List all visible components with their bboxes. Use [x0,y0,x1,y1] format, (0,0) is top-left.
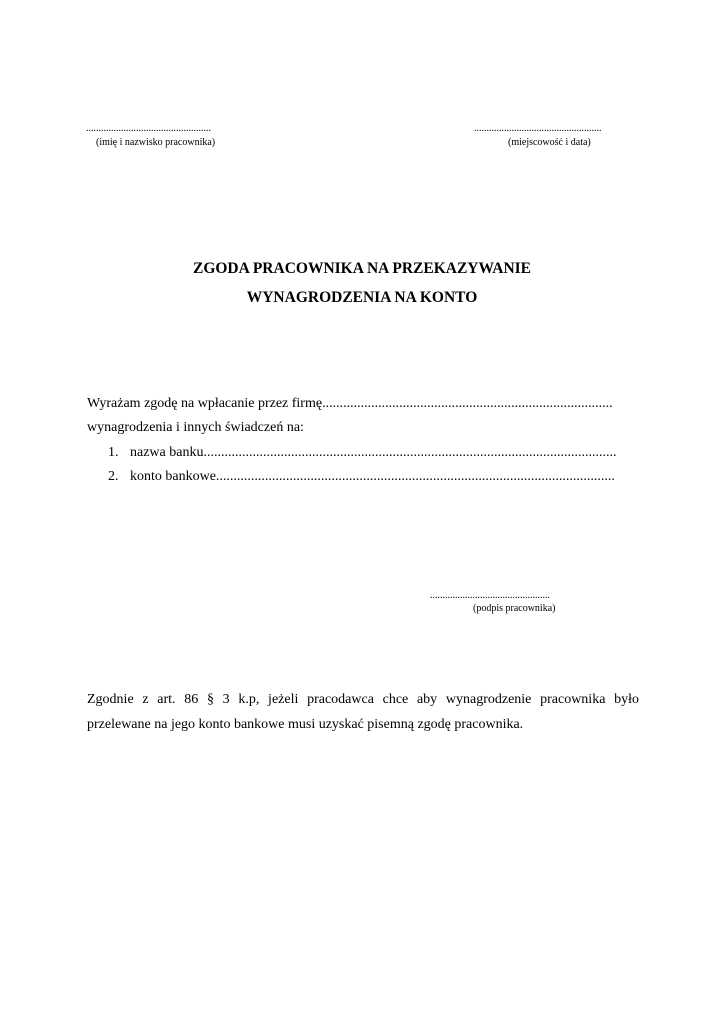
place-date-caption: (miejscowość i data) [508,137,591,148]
list-item-number-2: 2. [108,469,119,484]
consent-company-line: Wyrażam zgodę na wpłacanie przez firmę................................................................................... [87,396,613,411]
place-date-field[interactable]: ................................................... [474,123,602,134]
legal-note-line-1: Zgodnie z art. 86 § 3 k.p, jeżeli pracodawca chce aby wynagrodzenie pracownika było [87,692,639,707]
signature-caption: (podpis pracownika) [473,603,556,614]
list-item-number-1: 1. [108,445,119,460]
employee-name-field[interactable]: .................................................. [86,123,211,134]
bank-account-field[interactable]: konto bankowe.................................................................................................................. [130,469,615,484]
document-title-line-1: ZGODA PRACOWNIKA NA PRZEKAZYWANIE [192,260,532,277]
employee-name-caption: (imię i nazwisko pracownika) [96,137,216,148]
consent-benefits-line: wynagrodzenia i innych świadczeń na: [87,420,304,435]
document-title-line-2: WYNAGRODZENIA NA KONTO [246,289,478,306]
signature-field[interactable]: ................................................ [430,590,550,601]
bank-name-field[interactable]: nazwa banku...................................................................................................................... [130,445,617,460]
legal-note-line-2: przelewane na jego konto bankowe musi uzyskać pisemną zgodę pracownika. [87,717,524,732]
